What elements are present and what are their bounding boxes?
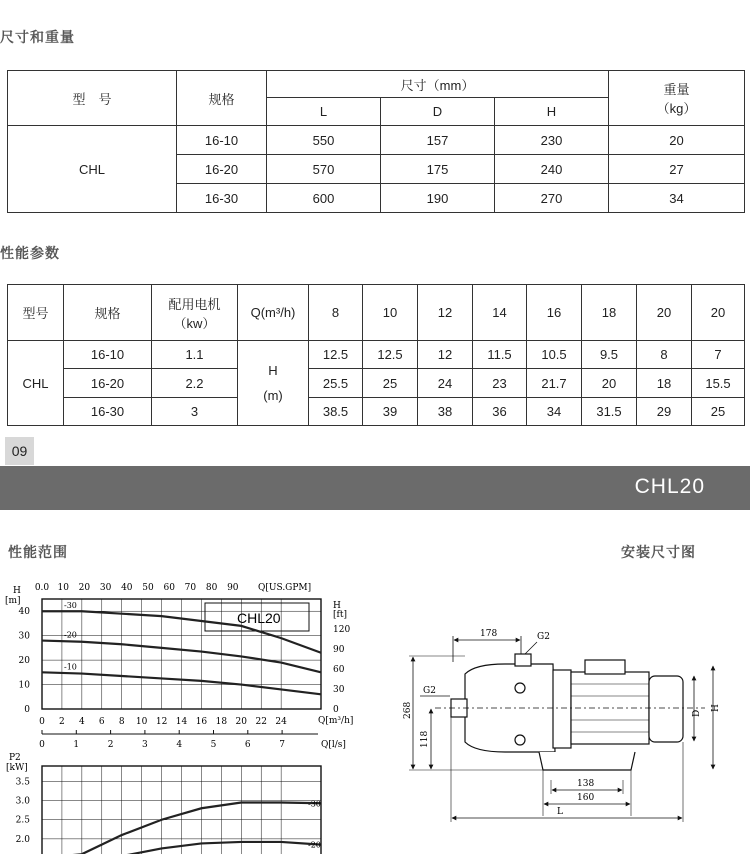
perf-cell: 36: [473, 398, 527, 426]
table-row: [8, 398, 745, 426]
perf-cell: 16-30: [64, 398, 152, 426]
p2-tick-label: 3.0: [15, 796, 30, 807]
gpm-tick-label: 60: [163, 583, 175, 593]
h-axis-unit: [m]: [5, 596, 21, 606]
ls-tick-label: 7: [279, 740, 285, 750]
ls-tick-label: 6: [244, 740, 251, 750]
ft-tick-label: 90: [333, 645, 345, 655]
perf-cell: 16-20: [64, 369, 152, 398]
range-section-title: 性能范围: [8, 545, 68, 561]
dim-header-weight: [609, 71, 745, 126]
perf-q-value: 20: [692, 285, 745, 341]
dim-cell: 550: [267, 126, 381, 155]
ls-tick-label: 0: [39, 740, 45, 750]
h-tick-label: 0: [24, 705, 30, 715]
perf-cell: 31.5: [582, 398, 637, 426]
gpm-tick-label: 20: [78, 583, 91, 593]
terminal-box: [585, 660, 625, 674]
perf-cell: 15.5: [692, 369, 745, 398]
q-m3h-tick-label: 18: [215, 717, 228, 727]
dim-L-label: L: [557, 807, 563, 817]
perf-cell: 1.1: [152, 341, 238, 369]
ft-tick-label: 60: [333, 665, 345, 675]
vent-plug: [515, 683, 525, 693]
p2-tick-label: 2.5: [15, 815, 30, 826]
g2-top-leader: [525, 642, 537, 654]
perf-header-motor: [152, 285, 238, 341]
gpm-tick-label: 40: [121, 583, 133, 593]
p2-curve-label: -30: [308, 799, 321, 809]
p2-tick-label: 2.0: [15, 834, 30, 845]
p2-axis-label: P2: [9, 753, 21, 763]
q-m3h-tick-label: 8: [118, 717, 125, 727]
perf-cell: 3: [152, 398, 238, 426]
install-section-title: 安装尺寸图: [621, 545, 696, 561]
gpm-tick-label: 30: [99, 583, 112, 593]
installation-drawing: [405, 584, 735, 854]
perf-cell: 25: [363, 369, 418, 398]
chart-title: CHL20: [237, 610, 281, 626]
ft-axis-label: H: [333, 601, 341, 611]
dim-cell: 240: [495, 155, 609, 184]
perf-cell: 20: [582, 369, 637, 398]
dim-header-size: 尺寸（mm）: [267, 71, 609, 98]
q-m3h-tick-label: 6: [98, 717, 105, 727]
perf-cell: 2.2: [152, 369, 238, 398]
gpm-tick-label: 0.0: [34, 583, 50, 593]
gpm-tick-label: 90: [227, 583, 239, 593]
dimensions-table: [7, 70, 745, 213]
perf-q-value: 18: [582, 285, 637, 341]
outlet-port: [515, 654, 531, 666]
perf-cell: 12: [418, 341, 473, 369]
dim-cell: 16-20: [177, 155, 267, 184]
ft-tick-label: 0: [333, 705, 339, 715]
performance-table: [7, 284, 745, 426]
perf-cell: 39: [363, 398, 418, 426]
perf-q-value: 14: [473, 285, 527, 341]
ls-tick-label: 3: [142, 740, 148, 750]
perf-q-value: 12: [418, 285, 473, 341]
banner-title: CHL20: [634, 475, 705, 498]
h-curve-label: -20: [64, 630, 77, 640]
dim-138-label: 138: [577, 779, 595, 789]
perf-cell: 11.5: [473, 341, 527, 369]
perf-cell: 12.5: [309, 341, 363, 369]
perf-header-motor-unit: （kw）: [173, 315, 216, 331]
perf-cell: 7: [692, 341, 745, 369]
dim-header-weight-unit: （kg）: [656, 101, 697, 116]
perf-header-model: 型号: [8, 285, 64, 341]
q-m3h-tick-label: 16: [195, 717, 208, 727]
dim-header-D: D: [381, 98, 495, 126]
dim-cell: 20: [609, 126, 745, 155]
q-ls-axis-label: Q[l/s]: [321, 740, 346, 750]
dim-header-H: H: [495, 98, 609, 126]
drain-plug: [515, 735, 525, 745]
motor-body: [571, 672, 649, 744]
perf-header-q: Q(m³/h): [238, 285, 309, 341]
h-curve-label: -30: [64, 601, 77, 611]
g2-left-label: G2: [423, 686, 436, 696]
gpm-axis-label: Q[US.GPM]: [258, 583, 312, 593]
perf-q-value: 10: [363, 285, 418, 341]
fan-cover: [649, 676, 683, 742]
q-m3h-tick-label: 2: [59, 717, 65, 727]
ls-tick-label: 4: [176, 740, 183, 750]
dim-cell: 16-10: [177, 126, 267, 155]
g2-top-label: G2: [537, 632, 550, 642]
q-m3h-tick-label: 12: [155, 717, 168, 727]
perf-q-value: 16: [527, 285, 582, 341]
q-m3h-tick-label: 20: [235, 717, 248, 727]
ft-tick-label: 120: [333, 625, 351, 635]
p2-curve-label: -20: [308, 840, 321, 850]
dimensions-section-title: 尺寸和重量: [0, 30, 75, 46]
page-number: 09: [5, 437, 34, 465]
perf-cell: 29: [637, 398, 692, 426]
h-tick-label: 40: [18, 607, 30, 618]
ft-tick-label: 30: [333, 685, 345, 695]
perf-cell: 25: [692, 398, 745, 426]
perf-h-unit: (m): [263, 388, 283, 403]
h-tick-label: 10: [18, 680, 30, 691]
perf-cell: 24: [418, 369, 473, 398]
pump-base: [539, 752, 635, 770]
perf-cell: 8: [637, 341, 692, 369]
dim-model-cell: CHL: [8, 126, 177, 213]
dim-160-label: 160: [577, 793, 595, 803]
perf-cell: 21.7: [527, 369, 582, 398]
perf-cell: 34: [527, 398, 582, 426]
perf-cell: 38: [418, 398, 473, 426]
perf-cell: 25.5: [309, 369, 363, 398]
dim-D-label: D: [692, 709, 702, 717]
perf-h-cell: [238, 341, 309, 426]
dim-178-label: 178: [480, 629, 498, 639]
dim-cell: 230: [495, 126, 609, 155]
dim-cell: 157: [381, 126, 495, 155]
perf-q-value: 8: [309, 285, 363, 341]
q-m3h-axis-label: Q[m³/h]: [318, 716, 354, 726]
q-m3h-tick-label: 0: [39, 717, 45, 727]
perf-cell: 38.5: [309, 398, 363, 426]
perf-header-motor-label: 配用电机: [168, 296, 221, 312]
perf-model-cell: CHL: [8, 341, 64, 426]
perf-cell: 10.5: [527, 341, 582, 369]
dim-cell: 27: [609, 155, 745, 184]
table-row: [8, 341, 745, 369]
dim-cell: 34: [609, 184, 745, 213]
perf-cell: 9.5: [582, 341, 637, 369]
p2-tick-label: 3.5: [15, 777, 30, 788]
gpm-tick-label: 50: [142, 583, 154, 593]
dim-H-label: H: [711, 704, 721, 712]
ls-tick-label: 5: [210, 740, 217, 750]
perf-cell: 12.5: [363, 341, 418, 369]
dim-cell: 16-30: [177, 184, 267, 213]
h-curve-label: -10: [64, 662, 77, 672]
h-axis-label: H: [13, 586, 21, 596]
ls-tick-label: 1: [73, 740, 80, 750]
h-tick-label: 20: [18, 656, 30, 667]
perf-h-label: H: [268, 363, 278, 378]
gpm-tick-label: 70: [184, 583, 197, 593]
p2-axis-unit: [kW]: [6, 763, 28, 773]
q-m3h-tick-label: 22: [255, 717, 267, 727]
gpm-tick-label: 10: [57, 583, 69, 593]
perf-cell: 16-10: [64, 341, 152, 369]
perf-cell: 18: [637, 369, 692, 398]
dim-cell: 600: [267, 184, 381, 213]
q-m3h-tick-label: 4: [78, 717, 85, 727]
ls-tick-label: 2: [107, 740, 114, 750]
perf-cell: 23: [473, 369, 527, 398]
table-row: [8, 126, 745, 155]
q-m3h-tick-label: 24: [275, 717, 287, 727]
performance-section-title: 性能参数: [0, 246, 60, 262]
product-banner: [0, 466, 750, 510]
dim-header-weight-label: 重量: [663, 82, 690, 97]
q-m3h-tick-label: 14: [175, 717, 188, 727]
dim-cell: 175: [381, 155, 495, 184]
h-tick-label: 30: [18, 631, 30, 642]
dim-cell: 190: [381, 184, 495, 213]
ft-axis-unit: [ft]: [333, 610, 347, 620]
perf-header-spec: 规格: [64, 285, 152, 341]
dim-118-label: 118: [420, 730, 430, 748]
dim-header-model: 型 号: [8, 71, 177, 126]
dim-header-L: L: [267, 98, 381, 126]
dim-cell: 570: [267, 155, 381, 184]
perf-q-value: 20: [637, 285, 692, 341]
pump-flange: [553, 670, 571, 748]
table-row: [8, 369, 745, 398]
dim-268-label: 268: [403, 701, 413, 719]
q-m3h-tick-label: 10: [135, 717, 148, 727]
dim-header-spec: 规格: [177, 71, 267, 126]
gpm-tick-label: 80: [205, 583, 218, 593]
dim-cell: 270: [495, 184, 609, 213]
performance-curve-chart: [0, 564, 360, 854]
